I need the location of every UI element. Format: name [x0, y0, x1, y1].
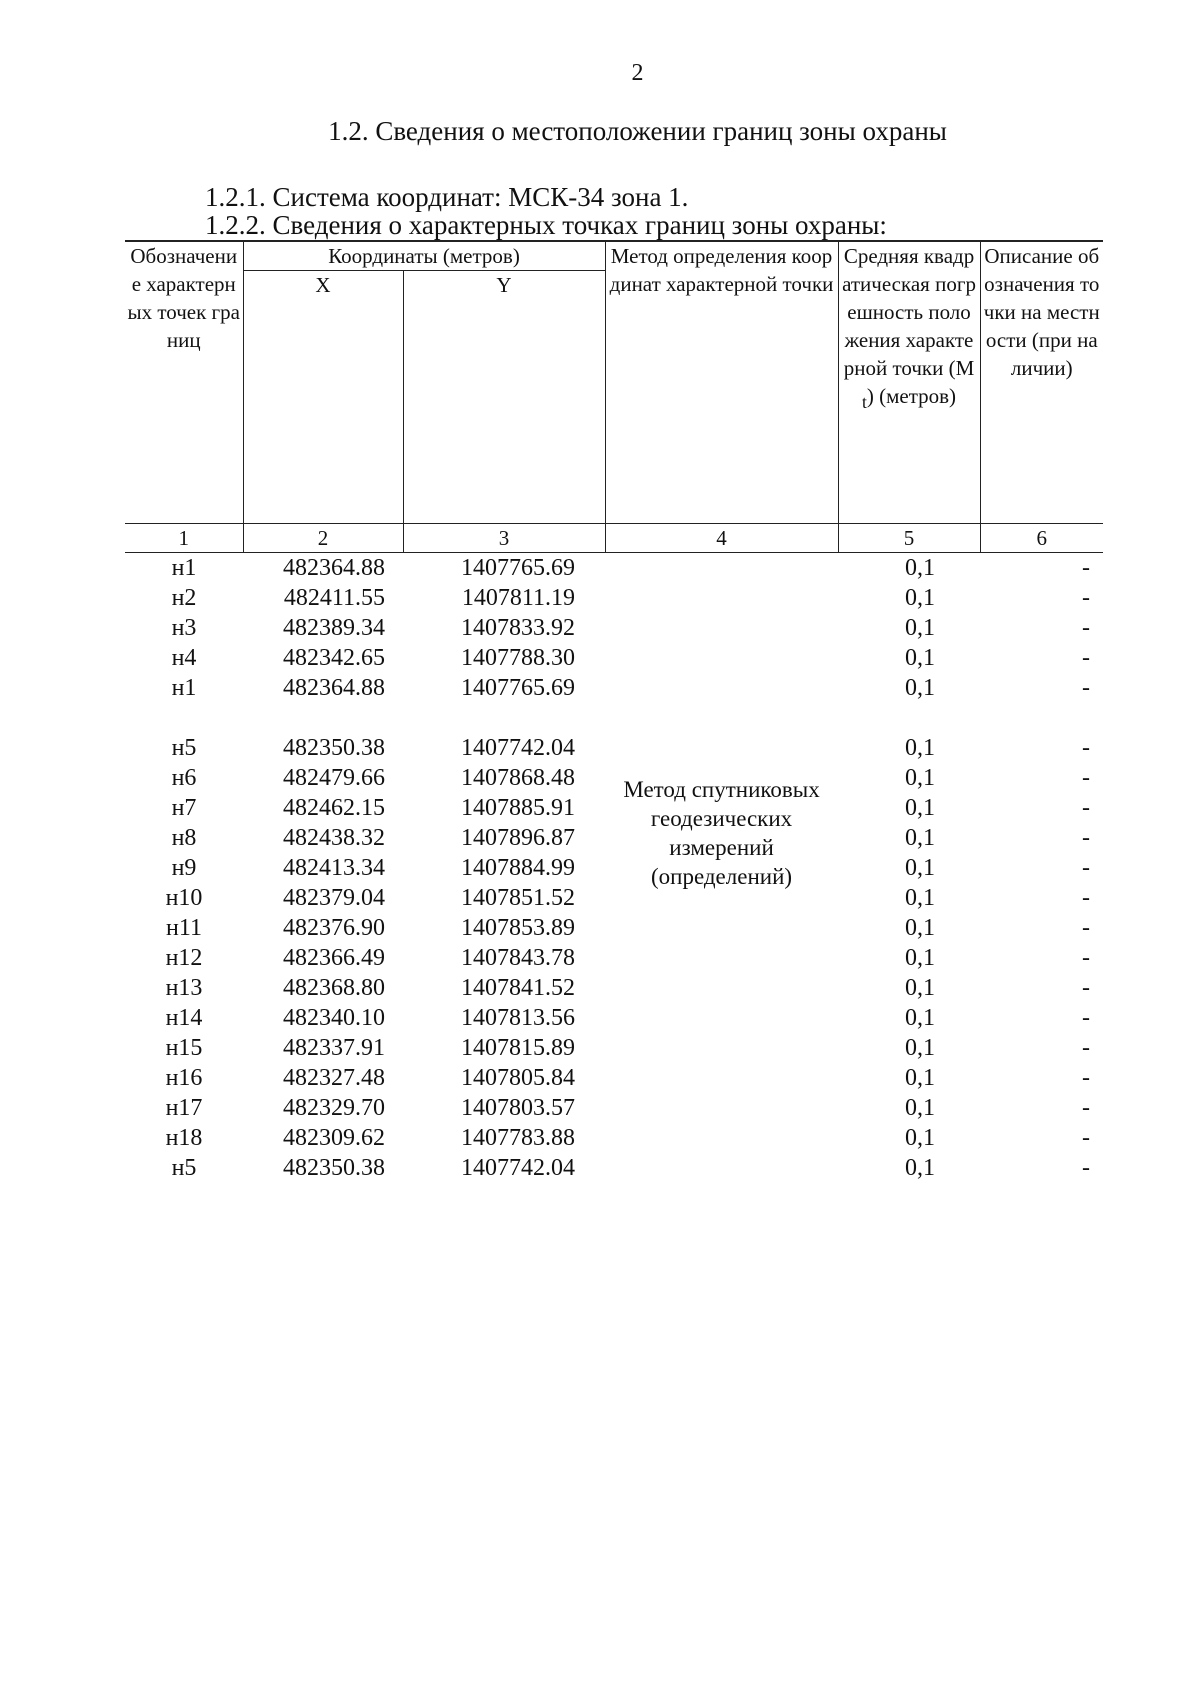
header-description: Описание обозначения точки на местности (при наличии): [980, 241, 1103, 524]
point-description: -: [1082, 765, 1091, 791]
point-description: -: [1082, 1005, 1091, 1031]
coordinate-y: 1407742.04: [461, 1155, 576, 1181]
column-number: 1: [125, 524, 243, 553]
point-id: н18: [165, 1125, 203, 1151]
coordinate-x: 482309.62: [283, 1125, 385, 1151]
point-id: н10: [165, 885, 203, 911]
point-id: н8: [171, 825, 197, 851]
header-error-subscript: t: [861, 392, 867, 413]
position-error: 0,1: [905, 1095, 936, 1121]
position-error: 0,1: [905, 915, 936, 941]
empty-cell: [403, 703, 605, 733]
position-error: 0,1: [905, 645, 936, 671]
point-id: н5: [171, 735, 197, 761]
coordinate-y: 1407843.78: [461, 945, 576, 971]
coordinate-x: 482366.49: [283, 945, 385, 971]
position-error: 0,1: [905, 1125, 936, 1151]
position-error: 0,1: [905, 735, 936, 761]
point-description: -: [1082, 735, 1091, 761]
point-description: -: [1082, 645, 1091, 671]
point-description: -: [1082, 1155, 1091, 1181]
point-id: н9: [171, 855, 197, 881]
empty-cell: [243, 703, 403, 733]
point-description: -: [1082, 885, 1091, 911]
position-error: 0,1: [905, 885, 936, 911]
position-error: 0,1: [905, 945, 936, 971]
section-title: 1.2. Сведения о местоположении границ зоны охраны: [328, 116, 947, 146]
coordinate-x: 482337.91: [283, 1035, 385, 1061]
header-error: [838, 241, 980, 524]
coordinate-y: 1407833.92: [461, 615, 576, 641]
coordinate-system-line: 1.2.1. Система координат: МСК-34 зона 1.: [205, 182, 689, 212]
point-id: н12: [165, 945, 203, 971]
coordinate-y: 1407765.69: [461, 555, 576, 581]
coordinate-y: 1407805.84: [461, 1065, 576, 1091]
column-number: 3: [403, 524, 605, 553]
point-id: н14: [165, 1005, 203, 1031]
header-error-text: Средняя квадратическая погрешность положения характерной точки (M: [842, 244, 976, 380]
header-coordinates: Координаты (метров): [243, 241, 605, 271]
empty-cell: [125, 703, 243, 733]
coordinate-y: 1407841.52: [461, 975, 576, 1001]
coordinate-x: 482340.10: [283, 1005, 385, 1031]
coordinate-y: 1407813.56: [461, 1005, 576, 1031]
empty-cell: [980, 703, 1103, 733]
position-error: 0,1: [905, 795, 936, 821]
method-cell: Метод спутниковых геодезических измерений (определений): [623, 777, 820, 889]
point-description: -: [1082, 675, 1091, 701]
boundary-points-table: [125, 240, 1103, 1183]
point-id: н4: [171, 645, 197, 671]
header-x: X: [243, 271, 403, 524]
coordinate-x: 482389.34: [283, 615, 385, 641]
point-id: н17: [165, 1095, 203, 1121]
coordinate-x: 482379.04: [283, 885, 385, 911]
point-description: -: [1082, 1035, 1091, 1061]
column-number: 5: [838, 524, 980, 553]
position-error: 0,1: [905, 1005, 936, 1031]
position-error: 0,1: [905, 975, 936, 1001]
point-description: -: [1082, 795, 1091, 821]
position-error: 0,1: [905, 585, 936, 611]
coordinate-x: 482364.88: [283, 675, 385, 701]
point-description: -: [1082, 1065, 1091, 1091]
coordinate-y: 1407783.88: [461, 1125, 576, 1151]
point-description: -: [1082, 825, 1091, 851]
coordinate-x: 482376.90: [283, 915, 385, 941]
table-row: [125, 553, 1103, 584]
table-body: [125, 553, 1103, 1184]
point-id: н1: [171, 675, 197, 701]
coordinate-y: 1407811.19: [461, 585, 576, 611]
position-error: 0,1: [905, 765, 936, 791]
coordinate-x: 482364.88: [283, 555, 385, 581]
column-number: 6: [980, 524, 1103, 553]
coordinate-x: 482329.70: [283, 1095, 385, 1121]
point-id: н2: [171, 585, 197, 611]
coordinate-y: 1407803.57: [461, 1095, 576, 1121]
point-description: -: [1082, 855, 1091, 881]
point-description: -: [1082, 1095, 1091, 1121]
point-id: н5: [171, 1155, 197, 1181]
coordinate-y: 1407742.04: [461, 735, 576, 761]
column-number-row: [125, 524, 1103, 553]
header-designation: Обозначение характерных точек границ: [125, 241, 243, 524]
point-description: -: [1082, 975, 1091, 1001]
point-description: -: [1082, 615, 1091, 641]
point-description: -: [1082, 585, 1091, 611]
column-number: 4: [605, 524, 838, 553]
coordinate-y: 1407815.89: [461, 1035, 576, 1061]
coordinate-y: 1407788.30: [461, 645, 576, 671]
table-header: [125, 241, 1103, 553]
coordinate-x: 482479.66: [283, 765, 385, 791]
position-error: 0,1: [905, 825, 936, 851]
point-id: н3: [171, 615, 197, 641]
column-number: 2: [243, 524, 403, 553]
coordinate-x: 482368.80: [283, 975, 385, 1001]
point-description: -: [1082, 1125, 1091, 1151]
position-error: 0,1: [905, 555, 936, 581]
position-error: 0,1: [905, 1035, 936, 1061]
coordinate-x: 482342.65: [283, 645, 385, 671]
coordinate-y: 1407853.89: [461, 915, 576, 941]
coordinate-y: 1407885.91: [461, 795, 576, 821]
position-error: 0,1: [905, 855, 936, 881]
coordinate-x: 482411.55: [283, 585, 385, 611]
header-error-tail: ) (метров): [866, 384, 957, 408]
point-description: -: [1082, 555, 1091, 581]
point-id: н11: [166, 915, 202, 941]
point-id: н16: [165, 1065, 203, 1091]
coordinate-x: 482327.48: [283, 1065, 385, 1091]
page-number: 2: [631, 60, 644, 86]
coordinate-x: 482350.38: [283, 1155, 385, 1181]
point-id: н1: [171, 555, 197, 581]
points-heading: 1.2.2. Сведения о характерных точках границ зоны охраны:: [205, 210, 887, 240]
point-id: н15: [165, 1035, 203, 1061]
position-error: 0,1: [905, 1065, 936, 1091]
empty-cell: [838, 703, 980, 733]
coordinate-y: 1407868.48: [461, 765, 576, 791]
coordinate-y: 1407851.52: [461, 885, 576, 911]
point-description: -: [1082, 915, 1091, 941]
coordinate-y: 1407765.69: [461, 675, 576, 701]
coordinate-y: 1407896.87: [461, 825, 576, 851]
point-id: н13: [165, 975, 203, 1001]
position-error: 0,1: [905, 675, 936, 701]
point-id: н6: [171, 765, 197, 791]
coordinate-x: 482438.32: [283, 825, 385, 851]
coordinate-y: 1407884.99: [461, 855, 576, 881]
position-error: 0,1: [905, 1155, 936, 1181]
coordinate-x: 482413.34: [283, 855, 385, 881]
point-id: н7: [171, 795, 197, 821]
header-method: Метод определения координат характерной точки: [605, 241, 838, 524]
point-description: -: [1082, 945, 1091, 971]
coordinate-x: 482462.15: [283, 795, 385, 821]
coordinate-x: 482350.38: [283, 735, 385, 761]
header-y: Y: [403, 271, 605, 524]
position-error: 0,1: [905, 615, 936, 641]
